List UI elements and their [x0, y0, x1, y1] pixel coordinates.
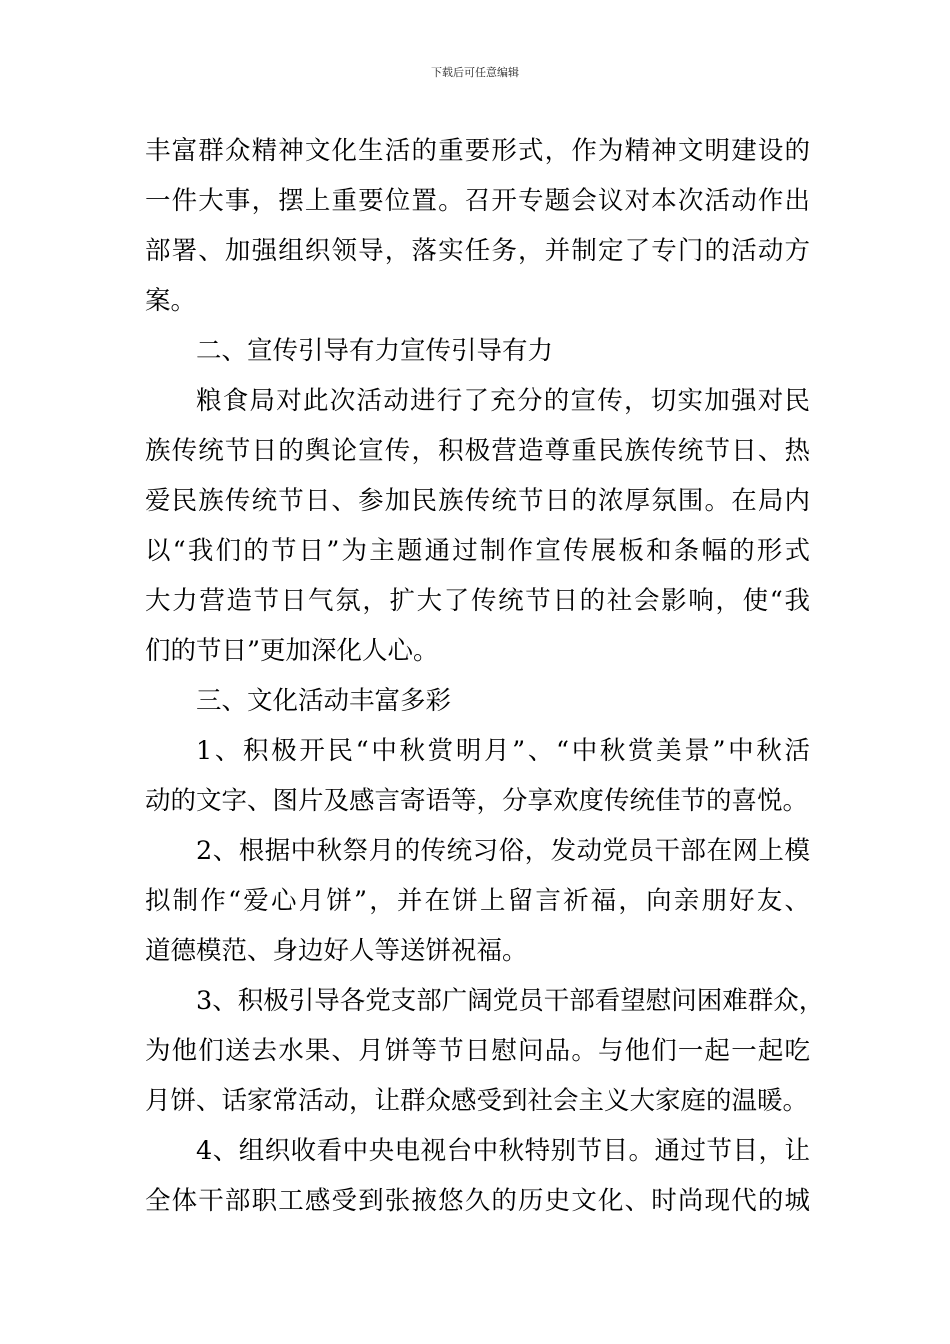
text-line: 拟制作“爱心月饼”，并在饼上留言祈福，向亲朋好友、 [145, 886, 810, 916]
paragraph [145, 826, 810, 976]
text-line: 以“我们的节日”为主题通过制作宣传展板和条幅的形式 [145, 536, 810, 566]
paragraph [145, 1126, 810, 1226]
text-line: 族传统节日的舆论宣传，积极营造尊重民族传统节日、热 [145, 436, 810, 466]
text-line: 们的节日”更加深化人心。 [145, 636, 439, 666]
section-heading [145, 326, 810, 376]
text-line: 部署、加强组织领导，落实任务，并制定了专门的活动方 [145, 236, 810, 266]
text-line: 案。 [145, 286, 197, 316]
text-line: 2、根据中秋祭月的传统习俗，发动党员干部在网上模 [196, 836, 810, 866]
text-line: 动的文字、图片及感言寄语等，分享欢度传统佳节的喜悦。 [145, 786, 809, 816]
text-line: 月饼、话家常活动，让群众感受到社会主义大家庭的温暖。 [145, 1086, 809, 1116]
heading-line: 三、文化活动丰富多彩 [196, 686, 452, 716]
text-line: 道德模范、身边好人等送饼祝福。 [145, 936, 528, 966]
text-line: 爱民族传统节日、参加民族传统节日的浓厚氛围。在局内 [145, 486, 810, 516]
text-line: 丰富群众精神文化生活的重要形式，作为精神文明建设的 [145, 136, 810, 166]
paragraph [145, 376, 810, 676]
text-line: 大力营造节日气氛，扩大了传统节日的社会影响，使“我 [145, 586, 810, 616]
page-header: 下载后可任意编辑 [431, 66, 519, 79]
text-line: 1、积极开民“中秋赏明月”、“中秋赏美景”中秋活 [196, 736, 810, 766]
text-line: 为他们送去水果、月饼等节日慰问品。与他们一起一起吃 [145, 1036, 810, 1066]
section-heading [145, 676, 810, 726]
heading-line: 二、宣传引导有力宣传引导有力 [196, 336, 554, 366]
text-line: 全体干部职工感受到张掖悠久的历史文化、时尚现代的城 [145, 1186, 810, 1216]
text-line: 粮食局对此次活动进行了充分的宣传，切实加强对民 [196, 386, 810, 416]
text-line: 一件大事，摆上重要位置。召开专题会议对本次活动作出 [145, 186, 810, 216]
paragraph [145, 726, 810, 826]
text-line: 4、组织收看中央电视台中秋特别节目。通过节目，让 [196, 1136, 810, 1166]
document-body [145, 126, 825, 1226]
text-line: 3、积极引导各党支部广阔党员干部看望慰问困难群众， [196, 986, 825, 1016]
paragraph [145, 976, 825, 1126]
paragraph [145, 126, 810, 326]
